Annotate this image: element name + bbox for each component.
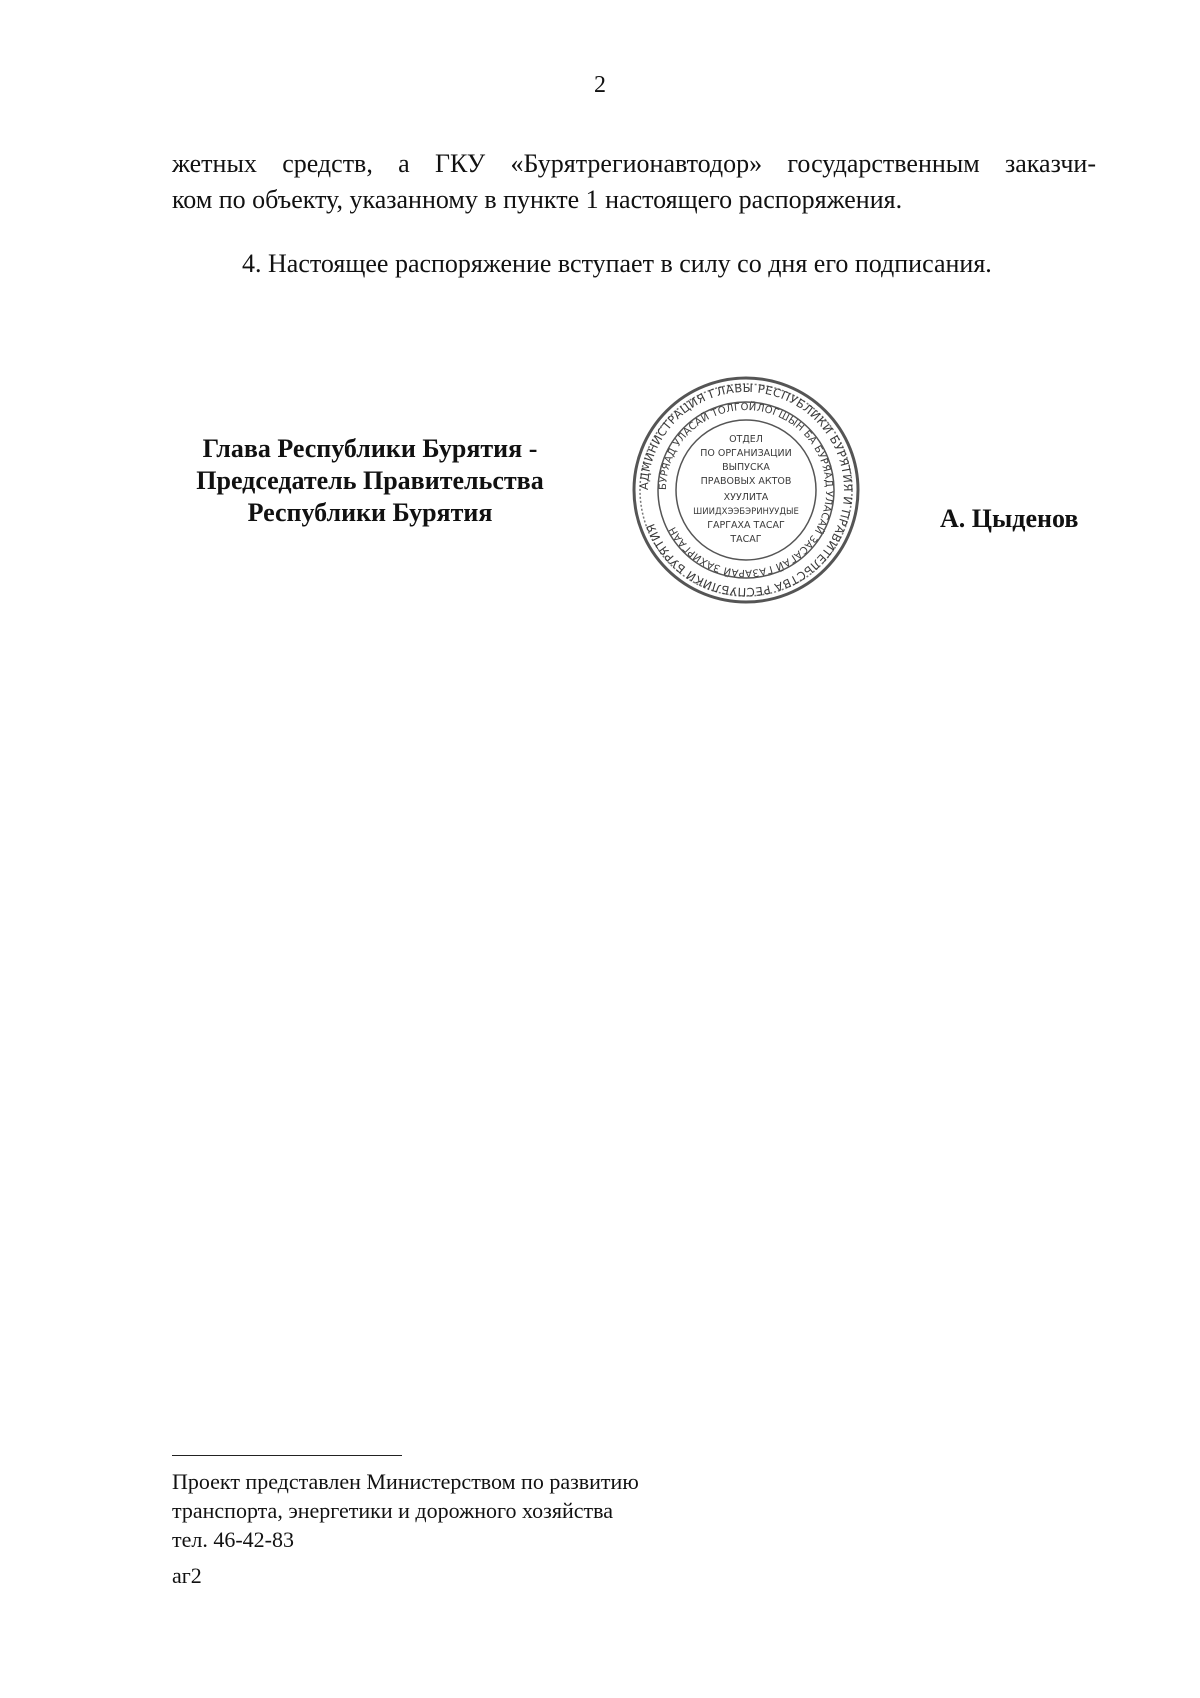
- signatory-title-line: Республики Бурятия: [247, 498, 493, 527]
- paragraph-line: ком по объекту, указанному в пункте 1 настоящего распоряжения.: [172, 185, 903, 214]
- seal-center-line: ГАРГАХА ТАСАГ: [707, 520, 785, 531]
- body-text: [172, 146, 1096, 282]
- seal-center-line: ПО ОРГАНИЗАЦИИ: [700, 448, 792, 459]
- footnote-line: тел. 46-42-83: [172, 1527, 295, 1552]
- seal-center-line: ХУУЛИТА: [723, 492, 769, 503]
- seal-outer-text: АДМИНИСТРАЦИЯ ГЛАВЫ РЕСПУБЛИКИ БУРЯТИЯ И ПРАВИТЕЛЬСТВА РЕСПУБЛИКИ БУРЯТИЯ: [636, 380, 856, 600]
- signatory-title-line: Глава Республики Бурятия -: [202, 434, 538, 463]
- footnote-line: Проект представлен Министерством по развитию: [172, 1469, 639, 1494]
- seal-center-line: ШИИДХЭЭБЭРИНУУДЫЕ: [693, 507, 799, 517]
- signatory-name: А. Цыденов: [940, 504, 1079, 533]
- official-seal: [628, 372, 864, 608]
- seal-inner-text: БУРЯАД УЛАСАЙ ТОЛГОЙЛОГШЫН БА БУРЯАД УЛАСАЙ ЗАСАГАЙ ГАЗАРАЙ ЗАХИРГААН: [657, 401, 835, 579]
- seal-center-line: ВЫПУСКА: [722, 462, 770, 473]
- paragraph-4: 4. Настоящее распоряжение вступает в силу со дня его подписания.: [242, 249, 992, 278]
- page-number: 2: [594, 72, 606, 98]
- paragraph-line: жетных средств, а ГКУ «Бурятрегионавтодор» государственным заказчи-: [172, 149, 1096, 178]
- signatory-title-line: Председатель Правительства: [196, 466, 544, 495]
- footnote-divider: [172, 1455, 402, 1456]
- svg-text:АДМИНИСТРАЦИЯ ГЛАВЫ РЕСПУБЛИКИ: [637, 381, 855, 599]
- seal-center-line: ТАСАГ: [730, 534, 762, 545]
- seal-center-line: ОТДЕЛ: [729, 434, 763, 445]
- footnote-line: транспорта, энергетики и дорожного хозяйства: [172, 1498, 613, 1523]
- document-code: аг2: [172, 1563, 202, 1588]
- continued-paragraph: [172, 146, 1096, 218]
- seal-center-line: ПРАВОВЫХ АКТОВ: [700, 476, 792, 487]
- footnote: [172, 1467, 872, 1554]
- signatory-title: [160, 433, 580, 529]
